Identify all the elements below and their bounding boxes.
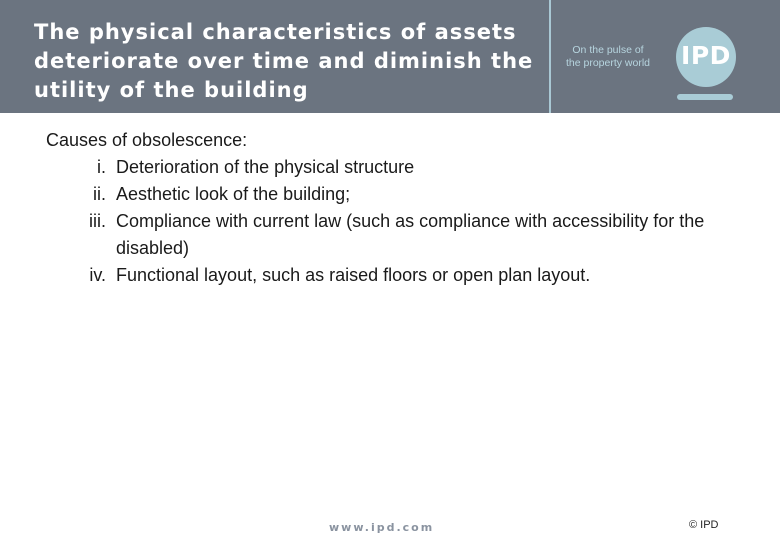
title-line: utility of the building (34, 78, 309, 102)
list-marker: ii. (93, 184, 106, 204)
tagline-line: On the pulse of (572, 44, 644, 56)
causes-list (46, 154, 766, 289)
ipd-logo-underline (677, 94, 733, 100)
list-item-text: Deterioration of the physical structure (116, 157, 415, 177)
slide-title (34, 18, 544, 105)
list-item-text: Compliance with current law (such as compliance with accessibility for the disabled) (116, 211, 705, 258)
footer-copyright: © IPD (689, 519, 719, 531)
title-line: The physical characteristics of assets (34, 20, 517, 44)
list-item (46, 154, 766, 181)
list-item-text: Aesthetic look of the building; (116, 184, 351, 204)
logo-tagline (556, 44, 660, 70)
list-marker: iii. (89, 211, 106, 231)
header-divider (549, 0, 551, 113)
ipd-logo-text: IPD (681, 41, 731, 70)
list-marker: i. (97, 157, 106, 177)
slide-body (46, 127, 766, 289)
intro-text: Causes of obsolescence: (46, 130, 248, 150)
list-item (46, 262, 766, 289)
title-line: deteriorate over time and diminish the (34, 49, 534, 73)
list-marker: iv. (89, 265, 106, 285)
slide-header (0, 0, 780, 113)
list-item-text: Functional layout, such as raised floors or open plan layout. (116, 265, 591, 285)
list-item (46, 208, 766, 262)
footer-url[interactable]: www.ipd.com (329, 521, 435, 534)
list-item (46, 181, 766, 208)
tagline-line: the property world (565, 57, 651, 69)
